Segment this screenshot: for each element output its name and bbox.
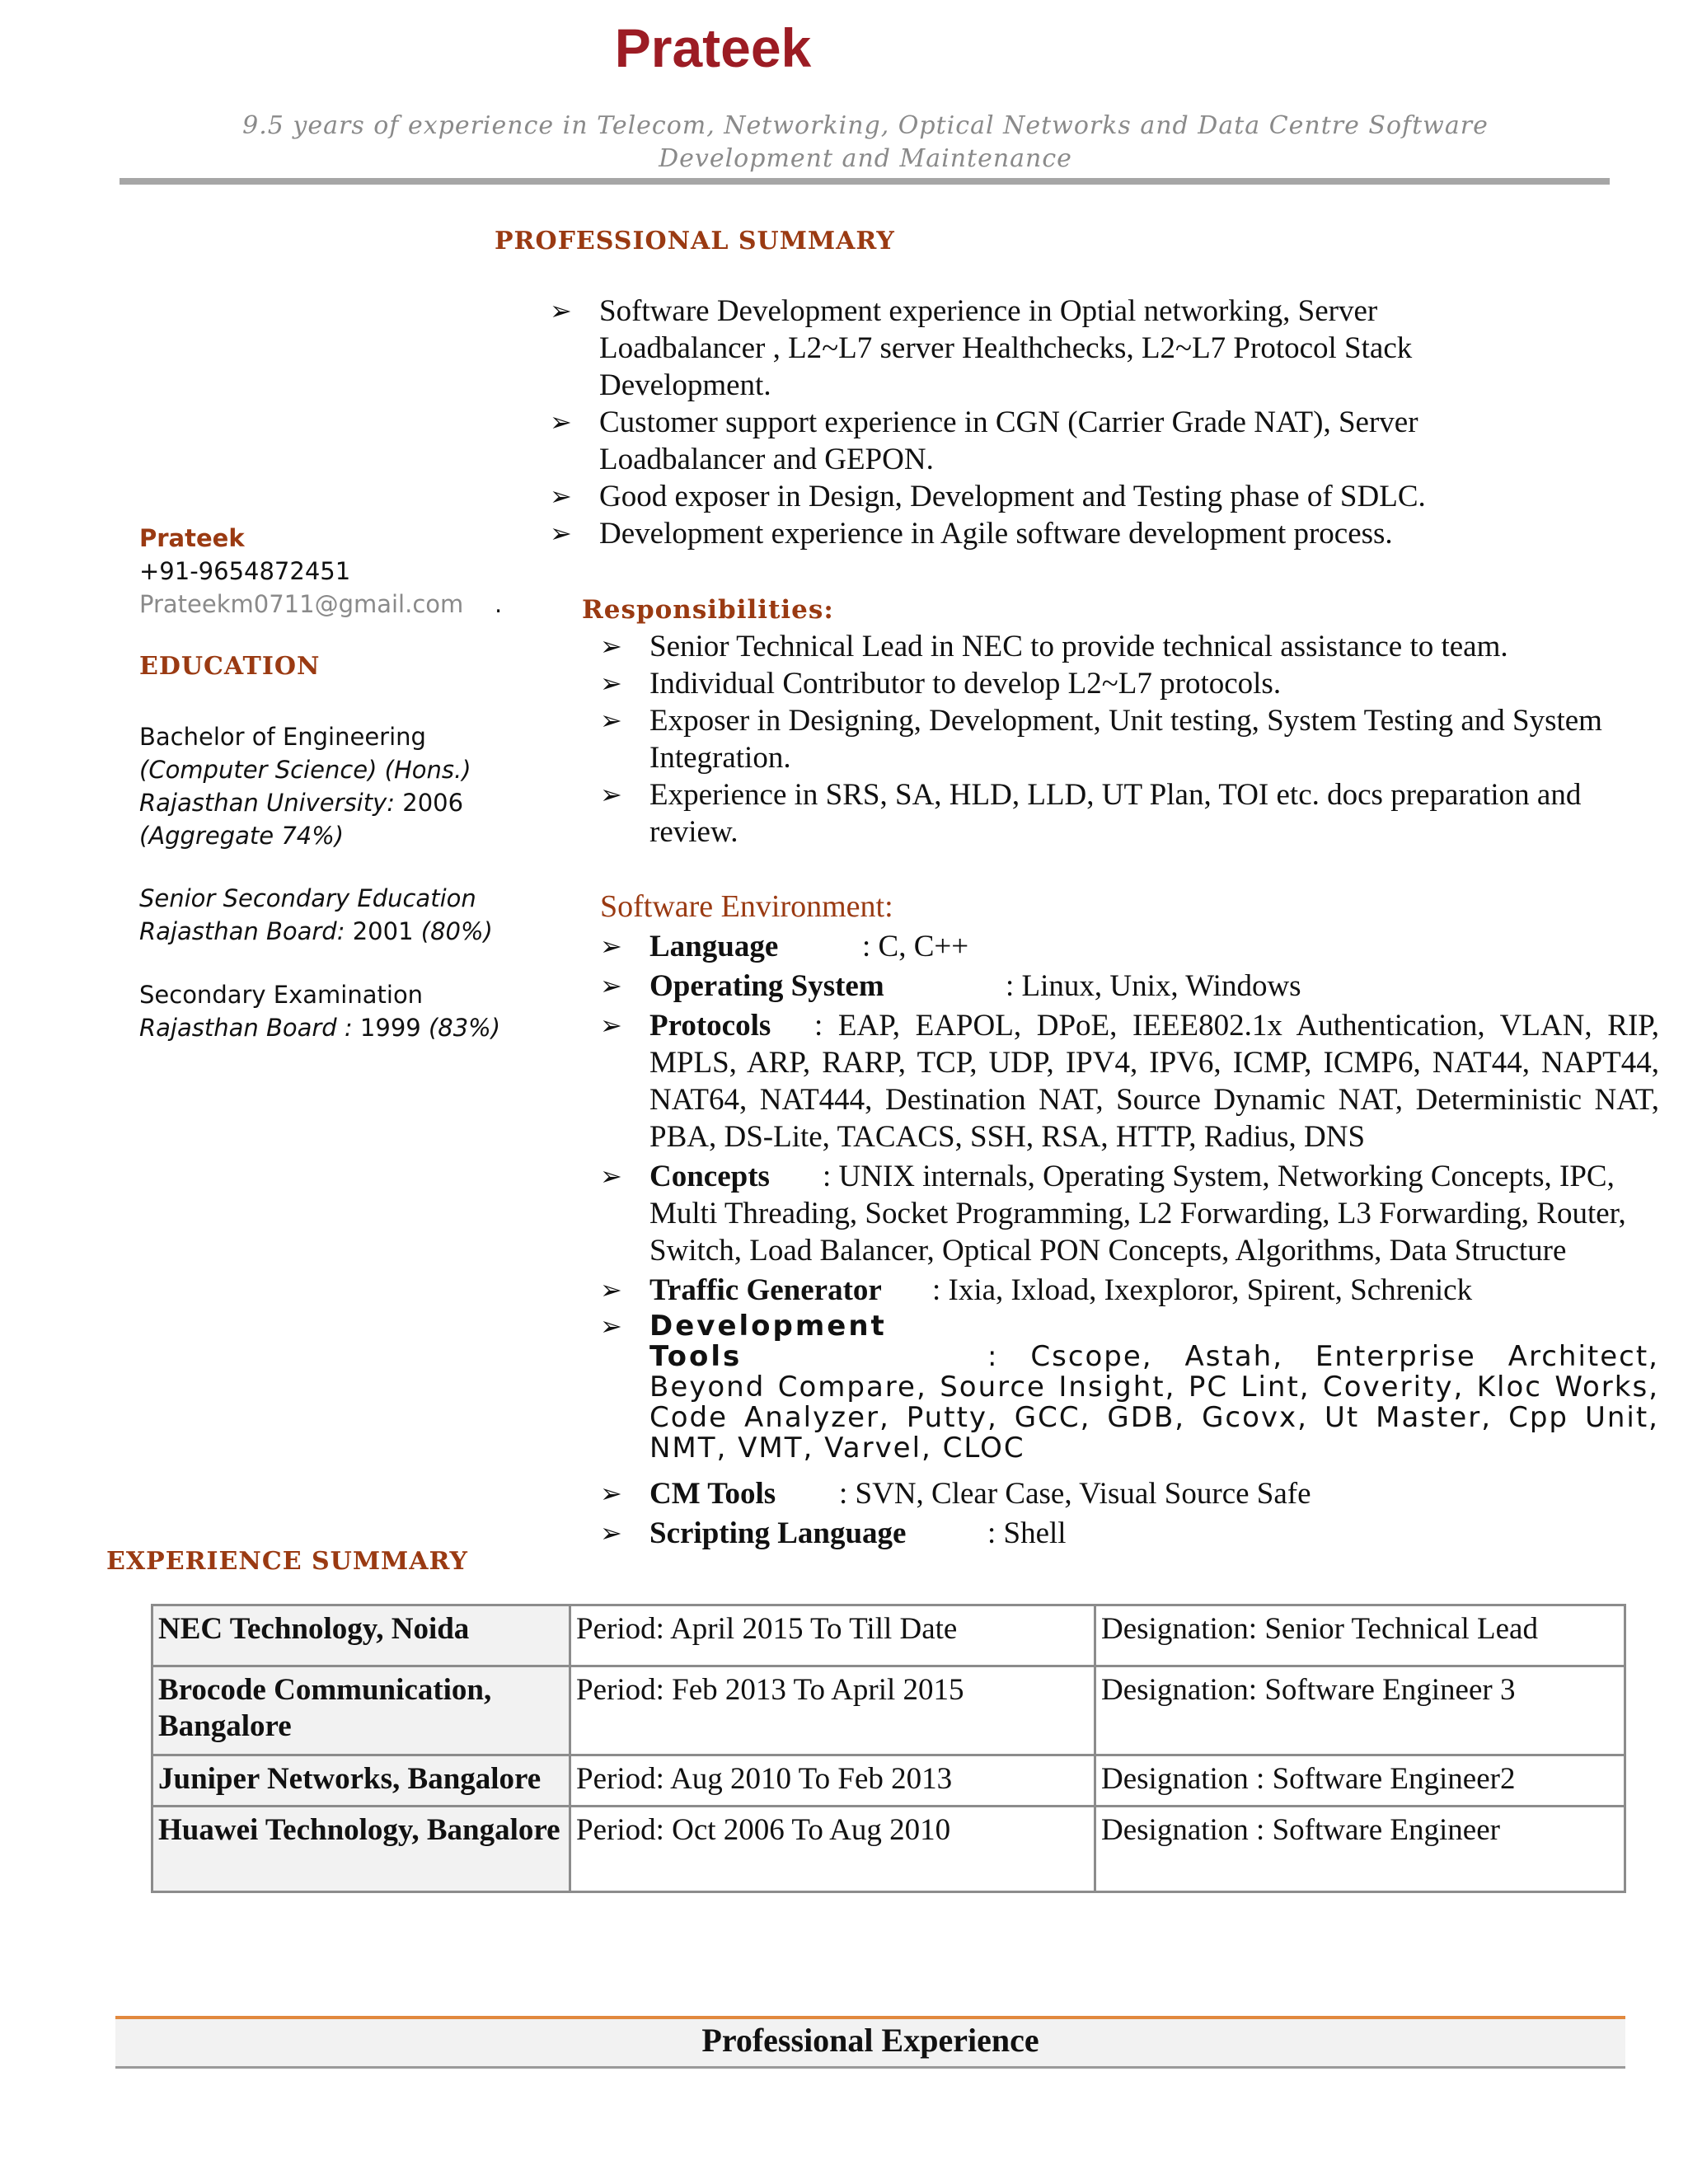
arrowhead-bullet-icon: ➢: [550, 480, 572, 512]
company-cell: Brocode Communication, Bangalore: [152, 1666, 570, 1755]
separator-dot: .: [495, 590, 503, 618]
arrowhead-bullet-icon: ➢: [600, 779, 622, 810]
header-divider: [120, 178, 1610, 185]
education-percentage: (80%): [420, 917, 493, 945]
responsibility-text: Experience in SRS, SA, HLD, LLD, UT Plan, TOI etc. docs preparation and review.: [649, 778, 1582, 849]
education-year: 2001: [345, 917, 421, 945]
arrowhead-bullet-icon: ➢: [550, 518, 572, 549]
env-label: Scripting Language: [649, 1516, 907, 1550]
env-value: : C, C++: [862, 930, 969, 963]
arrowhead-bullet-icon: ➢: [600, 1010, 622, 1041]
institution-label: Rajasthan University:: [139, 789, 396, 817]
env-label: CM Tools: [649, 1477, 776, 1511]
contact-phone: +91-9654872451: [139, 557, 351, 585]
graduation-year: 2006: [395, 789, 464, 817]
responsibility-text: Individual Contributor to develop L2~L7 protocols.: [649, 667, 1282, 701]
responsibilities-heading: Responsibilities:: [582, 595, 834, 625]
experience-table: [151, 1604, 1626, 1893]
arrowhead-bullet-icon: ➢: [600, 705, 622, 736]
candidate-name: Prateek: [614, 17, 812, 78]
list-item: [600, 1007, 1659, 1155]
board-label: Rajasthan Board :: [139, 1014, 353, 1042]
list-item: [600, 665, 1659, 702]
list-item: [550, 404, 1539, 478]
env-value: : EAP, EAPOL, DPoE, IEEE802.1x Authentication, VLAN, RIP, MPLS, ARP, RARP, TCP, UDP, IPV4, IPV6, ICMP, ICMP6, NAT44, NAPT44, NAT64, NAT444, Destination NAT, Source Dynamic NAT, Deterministic NAT, PBA, DS-Lite, TACACS, SSH, RSA, HTTP, Radius, DNS: [649, 1009, 1659, 1154]
company-cell: Huawei Technology, Bangalore: [152, 1807, 570, 1892]
education-heading: EDUCATION: [139, 652, 321, 681]
designation-cell: Designation: Senior Technical Lead: [1095, 1605, 1625, 1666]
list-item: [600, 628, 1659, 665]
list-item: [600, 1475, 1659, 1512]
responsibilities-list: [600, 628, 1659, 851]
responsibility-text: Senior Technical Lead in NEC to provide technical assistance to team.: [649, 630, 1508, 663]
designation-cell: Designation : Software Engineer2: [1095, 1755, 1625, 1807]
education-title: Senior Secondary Education: [139, 884, 476, 912]
env-value: : SVN, Clear Case, Visual Source Safe: [839, 1477, 1311, 1511]
table-row: [152, 1755, 1625, 1807]
summary-item-text: Development experience in Agile software development process.: [599, 517, 1393, 551]
list-item: [550, 515, 1539, 552]
env-value: : Ixia, Ixload, Ixexploror, Spirent, Schrenick: [932, 1273, 1473, 1307]
arrowhead-bullet-icon: ➢: [600, 1274, 622, 1305]
arrowhead-bullet-icon: ➢: [600, 970, 622, 1001]
period-cell: Period: Feb 2013 To April 2015: [570, 1666, 1095, 1755]
arrowhead-bullet-icon: ➢: [550, 295, 572, 326]
arrowhead-bullet-icon: ➢: [600, 630, 622, 662]
env-label: Operating System: [649, 969, 884, 1003]
board-label: Rajasthan Board:: [139, 917, 345, 945]
professional-experience-heading: Professional Experience: [701, 2022, 1039, 2059]
list-item: [600, 776, 1659, 851]
list-item: [550, 293, 1539, 404]
env-label: Protocols: [649, 1009, 771, 1043]
table-row: [152, 1605, 1625, 1666]
degree-name: Bachelor of Engineering: [139, 723, 426, 751]
arrowhead-bullet-icon: ➢: [600, 1160, 622, 1192]
education-title: Secondary Examination: [139, 981, 424, 1009]
period-cell: Period: Aug 2010 To Feb 2013: [570, 1755, 1095, 1807]
summary-item-text: Customer support experience in CGN (Carrier Grade NAT), Server Loadbalancer and GEPON.: [599, 405, 1418, 476]
arrowhead-bullet-icon: ➢: [600, 668, 622, 699]
list-item: [600, 1515, 1659, 1552]
arrowhead-bullet-icon: ➢: [600, 1517, 622, 1549]
env-value: : UNIX internals, Operating System, Networking Concepts, IPC, Multi Threading, Socket Programming, L2 Forwarding, L3 Forwarding, Router, Switch, Load Balancer, Optical PON Concepts, Algorithms, Data Structure: [649, 1160, 1626, 1268]
professional-summary-heading: PROFESSIONAL SUMMARY: [495, 227, 895, 255]
table-row: [152, 1666, 1625, 1755]
education-entry-secondary: [139, 978, 527, 1044]
period-cell: Period: April 2015 To Till Date: [570, 1605, 1095, 1666]
contact-name: Prateek: [139, 524, 245, 552]
list-item: [600, 1158, 1659, 1269]
arrowhead-bullet-icon: ➢: [600, 1310, 624, 1342]
experience-summary-heading: EXPERIENCE SUMMARY: [106, 1547, 468, 1576]
responsibility-text: Exposer in Designing, Development, Unit testing, System Testing and System Integration.: [649, 704, 1602, 775]
env-label: Traffic Generator: [649, 1273, 882, 1307]
table-row: [152, 1807, 1625, 1892]
company-cell: NEC Technology, Noida: [152, 1605, 570, 1666]
education-entry-bachelor: [139, 720, 527, 852]
arrowhead-bullet-icon: ➢: [600, 1478, 622, 1509]
list-item: [600, 1272, 1659, 1309]
list-item: [600, 702, 1659, 776]
degree-specialization: (Computer Science) (Hons.): [139, 756, 471, 784]
experience-tagline: 9.5 years of experience in Telecom, Networking, Optical Networks and Data Centre Software Development and Maintenance: [242, 111, 1489, 173]
env-label: Concepts: [649, 1160, 770, 1193]
env-label: Language: [649, 930, 779, 963]
env-value: : Linux, Unix, Windows: [1006, 969, 1301, 1003]
aggregate-score: (Aggregate 74%): [139, 822, 345, 850]
list-item: [550, 478, 1539, 515]
company-cell: Juniper Networks, Bangalore: [152, 1755, 570, 1807]
software-environment-list: [600, 928, 1659, 1554]
list-item: [600, 1311, 1659, 1464]
env-value: : Cscope, Astah, Enterprise Architect, Beyond Compare, Source Insight, PC Lint, Coverity, Kloc Works, Code Analyzer, Putty, GCC, GDB, Gcovx, Ut Master, Cpp Unit, NMT, VMT, Varvel, CLOC: [649, 1340, 1659, 1465]
contact-email[interactable]: Prateekm0711@gmail.com: [139, 590, 464, 618]
summary-item-text: Good exposer in Design, Development and Testing phase of SDLC.: [599, 480, 1426, 513]
professional-summary-list: [550, 293, 1539, 552]
list-item: [600, 968, 1659, 1005]
arrowhead-bullet-icon: ➢: [550, 406, 572, 438]
education-entry-senior-secondary: [139, 882, 527, 948]
contact-block: [139, 522, 518, 621]
arrowhead-bullet-icon: ➢: [600, 930, 622, 962]
education-percentage: (83%): [428, 1014, 501, 1042]
designation-cell: Designation : Software Engineer: [1095, 1807, 1625, 1892]
period-cell: Period: Oct 2006 To Aug 2010: [570, 1807, 1095, 1892]
env-value: : Shell: [987, 1516, 1067, 1550]
list-item: [600, 928, 1659, 965]
summary-item-text: Software Development experience in Optial networking, Server Loadbalancer , L2~L7 server Healthchecks, L2~L7 Protocol Stack Development.: [599, 294, 1413, 402]
env-label: Development Tools: [649, 1310, 887, 1373]
education-year: 1999: [352, 1014, 429, 1042]
software-environment-heading: Software Environment:: [600, 889, 893, 924]
designation-cell: Designation: Software Engineer 3: [1095, 1666, 1625, 1755]
